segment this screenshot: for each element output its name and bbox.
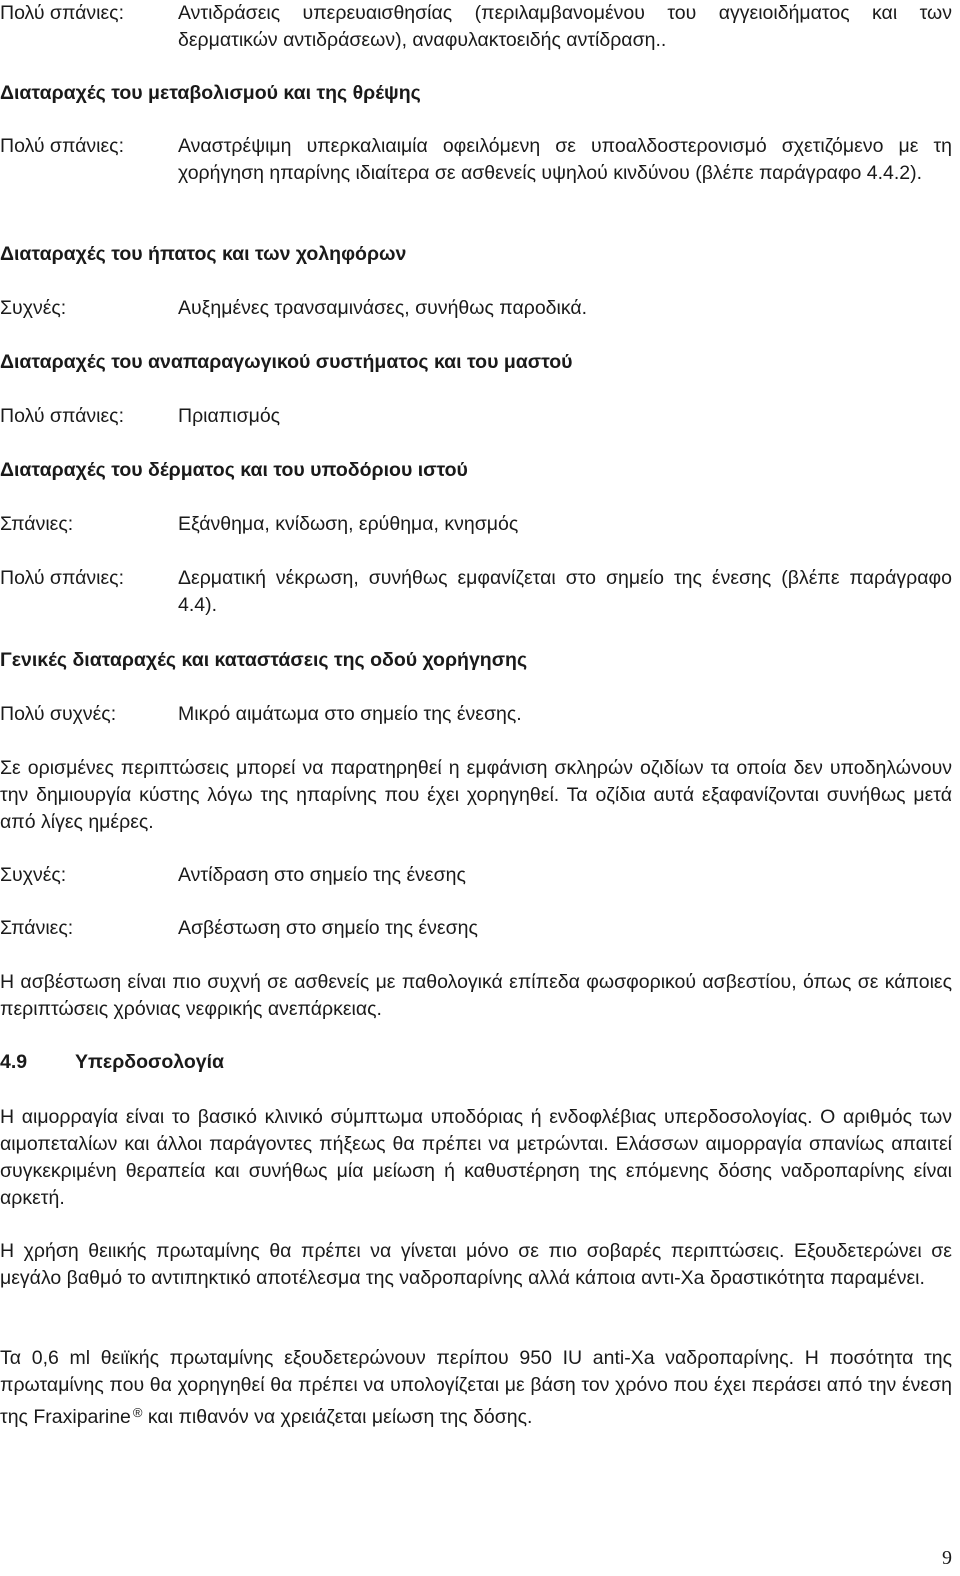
reaction-text: Πριαπισμός [178, 405, 281, 427]
paragraph-nodules: Σε ορισμένες περιπτώσεις μπορεί να παρατηρηθεί η εμφάνιση σκληρών οζιδίων τα οποία δεν υποδηλώνουν την δημιουργία κύστης λόγω της ηπαρίνης που έχει χορηγηθεί. Τα οζίδια αυτά εξαφανίζονται συνήθως μετά από λίγες ημέρες. [0, 757, 952, 833]
frequency-label: Πολύ σπάνιες: [0, 405, 124, 427]
adverse-row-transaminases [0, 295, 952, 322]
page-number: 9 [942, 1547, 952, 1569]
section-number: 4.9 [0, 1051, 28, 1073]
paragraph-calcinosis: Η ασβέστωση είναι πιο συχνή σε ασθενείς με παθολογικά επίπεδα φωσφορικού ασβεστίου, όπως σε κάποιες περιπτώσεις χρόνιας νεφρικής ανεπάρκειας. [0, 971, 952, 1020]
adverse-row-hypersensitivity [0, 0, 952, 54]
reaction-text: Εξάνθημα, κνίδωση, ερύθημα, κνησμός [178, 513, 519, 535]
reaction-text: Αυξημένες τρανσαμινάσες, συνήθως παροδικά. [178, 297, 588, 319]
frequency-label: Σπάνιες: [0, 513, 74, 535]
frequency-label: Πολύ συχνές: [0, 703, 117, 725]
adverse-row-skin-necrosis [0, 565, 952, 619]
reaction-text: Μικρό αιμάτωμα στο σημείο της ένεσης. [178, 703, 522, 725]
frequency-label: Πολύ σπάνιες: [0, 135, 124, 157]
protamine-text-tail: και πιθανόν να χρειάζεται μείωση της δόσης. [142, 1406, 533, 1428]
section-title: Υπερδοσολογία [75, 1051, 225, 1073]
adverse-row-rash [0, 511, 952, 538]
section-heading-metabolism: Διαταραχές του μεταβολισμού και της θρέψης [0, 82, 421, 104]
adverse-row-haematoma [0, 701, 952, 728]
reaction-text: Δερματική νέκρωση, συνήθως εμφανίζεται στο σημείο της ένεσης (βλέπε παράγραφο 4.4). [178, 567, 952, 616]
adverse-row-hyperkalaemia [0, 133, 952, 187]
paragraph-protamine-dose [0, 1345, 952, 1431]
frequency-label: Σπάνιες: [0, 917, 74, 939]
frequency-label: Συχνές: [0, 864, 67, 886]
reaction-text: Αναστρέψιμη υπερκαλιαιμία οφειλόμενη σε υποαλδοστερονισμό σχετιζόμενο με τη χορήγηση ηπαρίνης ιδιαίτερα σε ασθενείς υψηλού κινδύνου (βλέπε παράγραφο 4.4.2). [178, 135, 952, 184]
adverse-row-calcinosis [0, 915, 952, 942]
section-heading-skin: Διαταραχές του δέρματος και του υποδόριου ιστού [0, 459, 468, 481]
paragraph-protamine-use: Η χρήση θειικής πρωταμίνης θα πρέπει να γίνεται μόνο σε πιο σοβαρές περιπτώσεις. Εξουδετερώνει σε μεγάλο βαθμό το αντιπηκτικό αποτέλεσμα της ναδροπαρίνης αλλά κάποια αντι-Xa δραστικότητα παραμένει. [0, 1240, 952, 1289]
section-heading-hepatobiliary: Διαταραχές του ήπατος και των χοληφόρων [0, 243, 407, 265]
frequency-label: Πολύ σπάνιες: [0, 567, 124, 589]
frequency-label: Συχνές: [0, 297, 67, 319]
paragraph-overdose-bleeding: Η αιμορραγία είναι το βασικό κλινικό σύμπτωμα υποδόριας ή ενδοφλέβιας υπερδοσολογίας. Ο αριθμός των αιμοπεταλίων και άλλοι παράγοντες πήξεως θα πρέπει να μετρώνται. Ελάσσων αιμορραγία σπανίως απαιτεί συγκεκριμένη θεραπεία και συνήθως μία μείωση ή καθυστέρηση της επόμενης δόσης ναδροπαρίνης είναι αρκετή. [0, 1106, 952, 1209]
registered-mark: ® [132, 1405, 143, 1420]
adverse-row-injection-reaction [0, 862, 952, 889]
reaction-text: Αντίδραση στο σημείο της ένεσης [178, 864, 466, 886]
frequency-label: Πολύ σπάνιες: [0, 2, 124, 24]
protamine-text: Τα 0,6 ml θειϊκής πρωταμίνης εξουδετερώνουν περίπου 950 IU anti-Xa ναδροπαρίνης. Η ποσότητα της πρωταμίνης που θα χορηγηθεί θα πρέπει να υπολογίζεται με βάση τον χρόνο που έχει περάσει από την ένεση της Fraxiparine [0, 1347, 952, 1428]
section-heading-overdose [0, 1049, 224, 1076]
section-heading-reproductive: Διαταραχές του αναπαραγωγικού συστήματος και του μαστού [0, 351, 573, 373]
adverse-row-priapism [0, 403, 952, 430]
section-heading-general: Γενικές διαταραχές και καταστάσεις της οδού χορήγησης [0, 649, 528, 671]
reaction-text: Ασβέστωση στο σημείο της ένεσης [178, 917, 478, 939]
reaction-text: Αντιδράσεις υπερευαισθησίας (περιλαμβανομένου του αγγειοιδήματος και των δερματικών αντιδράσεων), αναφυλακτοειδής αντίδραση.. [178, 2, 952, 51]
